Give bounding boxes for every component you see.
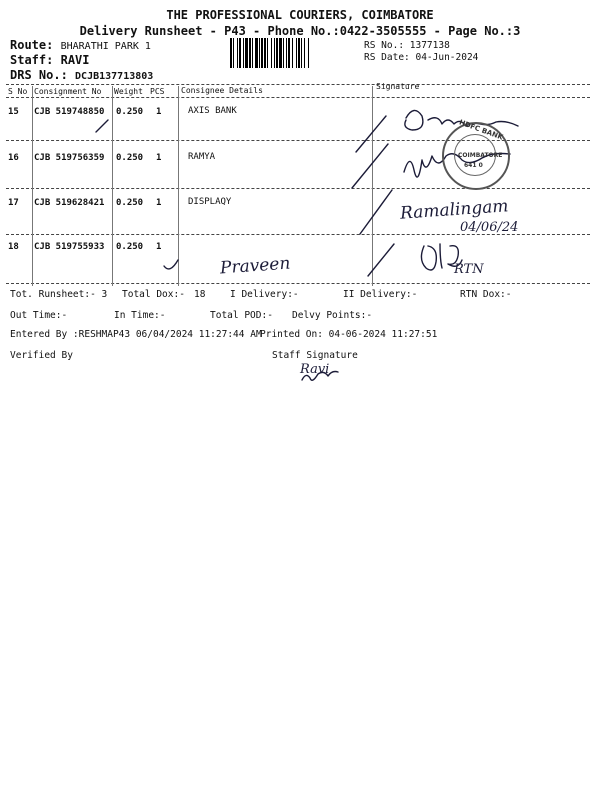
row-pcs: 1 xyxy=(156,153,162,163)
row17-date: 04/06/24 xyxy=(460,220,519,235)
total-dox-label: Total Dox:- xyxy=(122,289,185,300)
total-dox-value: 18 xyxy=(194,289,206,300)
staff-signature: Ravi xyxy=(300,362,330,377)
tick-mark xyxy=(96,120,108,132)
slash-mark xyxy=(360,190,392,234)
delvy-points: Delvy Points:- xyxy=(292,310,373,321)
route-value: BHARATHI PARK 1 xyxy=(60,41,151,52)
slash-mark xyxy=(368,244,394,276)
row-consignee: DISPLAQY xyxy=(188,197,232,207)
row-weight: 0.250 xyxy=(116,107,144,117)
drs-label: DRS No.: xyxy=(10,68,68,82)
tot-runsheet: Tot. Runsheet:- 3 xyxy=(10,289,108,300)
row-sno: 18 xyxy=(8,242,19,252)
slash-mark xyxy=(356,116,386,152)
col-header-sno: S No xyxy=(8,87,28,96)
row18-rtn: RTN xyxy=(454,262,484,277)
bank-stamp xyxy=(442,118,510,190)
row-weight: 0.250 xyxy=(116,153,144,163)
staff-label: Staff: xyxy=(10,53,54,67)
route-label: Route: xyxy=(10,38,54,52)
stamp-bank-name: HDFC BANK xyxy=(458,118,505,142)
row17-signature: Ramalingam xyxy=(399,196,510,224)
staff-value: RAVI xyxy=(60,53,90,67)
tick-mark xyxy=(164,260,178,269)
rs-date: RS Date: 04-Jun-2024 xyxy=(364,52,479,63)
row-consignee: RAMYA xyxy=(188,152,216,162)
runsheet-title: Delivery Runsheet - P43 - Phone No.:0422-3505555 - Page No.:3 xyxy=(79,24,521,38)
row-sno: 16 xyxy=(8,153,19,163)
stamp-pin: 641 0 xyxy=(464,162,483,169)
staff-signature-label: Staff Signature xyxy=(272,350,358,361)
i-delivery: I Delivery:- xyxy=(230,289,299,300)
rs-number: RS No.: 1377138 xyxy=(364,40,450,51)
row-weight: 0.250 xyxy=(116,242,144,252)
col-header-pcs: PCS xyxy=(150,87,165,96)
printed-on: Printed On: 04-06-2024 11:27:51 xyxy=(260,329,438,340)
row-consignment: CJB 519628421 xyxy=(34,198,105,208)
total-pod: Total POD:- xyxy=(210,310,273,321)
row-pcs: 1 xyxy=(156,198,162,208)
drs-value: DCJB137713803 xyxy=(75,71,154,82)
company-title: THE PROFESSIONAL COURIERS, COIMBATORE xyxy=(166,8,434,22)
row-consignment: CJB 519755933 xyxy=(34,242,105,252)
row-consignment: CJB 519748850 xyxy=(34,107,105,117)
row-consignment: CJB 519756359 xyxy=(34,153,105,163)
col-header-weight: Weight xyxy=(114,87,143,96)
row-weight: 0.250 xyxy=(116,198,144,208)
row-pcs: 1 xyxy=(156,107,162,117)
ii-delivery: II Delivery:- xyxy=(343,289,418,300)
row-consignee: AXIS BANK xyxy=(188,106,237,116)
entered-by: Entered By :RESHMAP43 06/04/2024 11:27:44 AM xyxy=(10,329,262,340)
row-sno: 17 xyxy=(8,198,19,208)
verified-by: Verified By xyxy=(10,350,73,361)
col-header-signature: Signature xyxy=(376,82,420,91)
row18-name: Praveen xyxy=(219,253,291,279)
stamp-city: COIMBATORE xyxy=(458,152,503,159)
in-time: In Time:- xyxy=(114,310,166,321)
col-header-consignee: Consignee Details xyxy=(181,86,263,95)
col-header-consignment: Consignment No xyxy=(34,87,102,96)
out-time: Out Time:- xyxy=(10,310,68,321)
row-pcs: 1 xyxy=(156,242,162,252)
rtn-dox: RTN Dox:- xyxy=(460,289,512,300)
row-sno: 15 xyxy=(8,107,19,117)
